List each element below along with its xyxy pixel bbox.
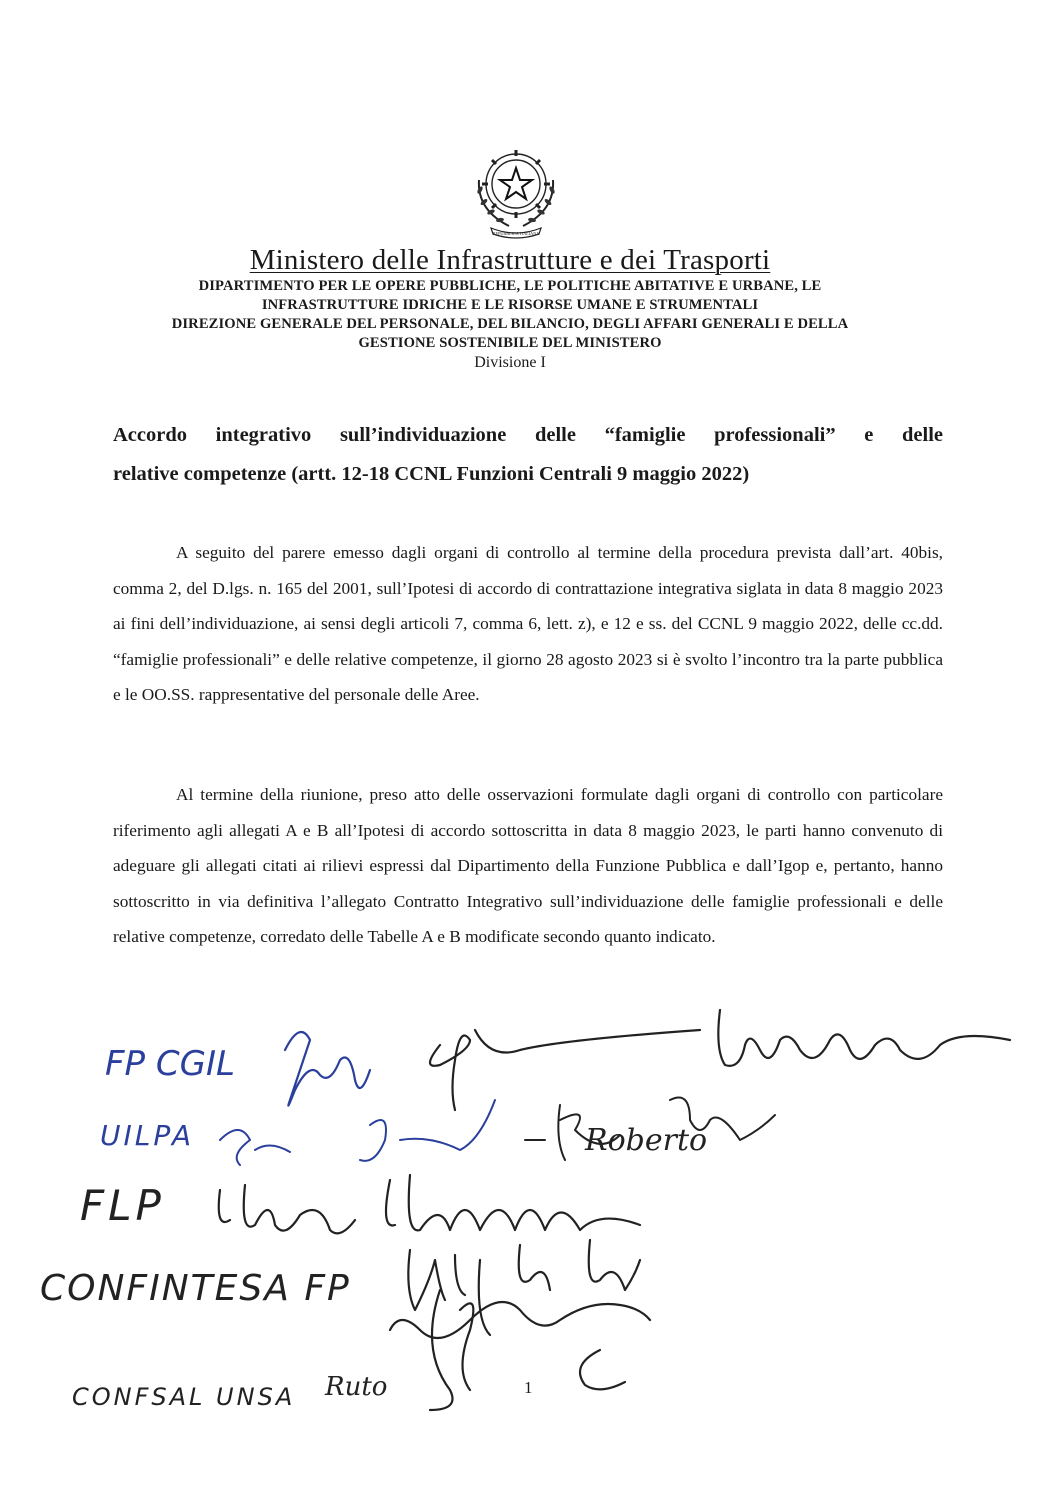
page-number: 1	[524, 1378, 533, 1397]
signature-9	[386, 1175, 640, 1230]
signature-13	[580, 1350, 625, 1389]
department-line-3: DIREZIONE GENERALE DEL PERSONALE, DEL BILANCIO, DEGLI AFFARI GENERALI E DELLA	[171, 316, 849, 332]
signature-11	[390, 1302, 650, 1338]
signature-8	[219, 1185, 355, 1233]
union-label-confsal-unsa: CONFSAL UNSA	[72, 1383, 296, 1411]
union-label-flp: FLP	[80, 1181, 165, 1230]
emblem-ribbon-text: REPUBBLICA ITALIANA	[492, 231, 540, 236]
department-line-1: DIPARTIMENTO PER LE OPERE PUBBLICHE, LE POLITICHE ABITATIVE E URBANE, LE	[198, 278, 822, 294]
italian-republic-emblem-icon	[469, 140, 563, 240]
signature-4	[220, 1130, 290, 1165]
document-title	[113, 416, 943, 494]
document-title-line-2: relative competenze (artt. 12-18 CCNL Funzioni Centrali 9 maggio 2022)	[113, 463, 750, 485]
union-label-confintesa-fp: CONFINTESA FP	[40, 1268, 351, 1309]
signatures-block	[0, 990, 1058, 1420]
department-line-2: INFRASTRUTTURE IDRICHE E LE RISORSE UMANE E STRUMENTALI	[261, 297, 759, 313]
signature-10	[408, 1240, 640, 1335]
signature-2	[430, 1030, 700, 1110]
letterhead	[100, 243, 920, 373]
signature-3	[718, 1010, 1010, 1066]
signature-name-roberto: Roberto	[585, 1123, 708, 1158]
body-paragraph-1: A seguito del parere emesso dagli organi di controllo al termine della procedura prevista dall’art. 40bis, comma 2, del D.lgs. n. 165 del 2001, sull’Ipotesi di accordo di contrattazione integrativa siglata in data 8 maggio 2023 ai fini dell’individuazione, ai sensi degli articoli 7, comma 6, lett. z), e 12 e ss. del CCNL 9 maggio 2022, delle cc.dd. “famiglie professionali” e delle relative competenze, il giorno 28 agosto 2023 si è svolto l’incontro tra la parte pubblica e le OO.SS. rappresentative del personale delle Aree.	[113, 543, 943, 704]
signature-1	[285, 1032, 370, 1106]
division-name: Divisione I	[474, 354, 546, 371]
document-title-line-1: Accordo integrativo sull’individuazione delle “famiglie professionali” e delle	[113, 424, 943, 446]
body-paragraph-2: Al termine della riunione, preso atto delle osservazioni formulate dagli organi di controllo con particolare riferimento agli allegati A e B all’Ipotesi di accordo sottoscritta in data 8 maggio 2023, le parti hanno convenuto di adeguare gli allegati citati ai rilievi espressi dal Dipartimento della Funzione Pubblica e dall’Igop e, pertanto, hanno sottoscritto in via definitiva l’allegato Contratto Integrativo sull’individuazione delle famiglie professionali e delle relative competenze, corredato delle Tabelle A e B modificate secondo quanto indicato.	[113, 785, 943, 946]
union-label-fp-cgil: FP CGIL	[105, 1044, 235, 1084]
union-label-uilpa: UILPA	[100, 1119, 194, 1152]
signature-12	[430, 1290, 473, 1410]
ministry-name: Ministero delle Infrastrutture e dei Trasporti	[249, 244, 771, 276]
department-line-4: GESTIONE SOSTENIBILE DEL MINISTERO	[358, 335, 662, 351]
signature-name-ruto: Ruto	[325, 1372, 388, 1402]
signature-5	[360, 1100, 495, 1161]
